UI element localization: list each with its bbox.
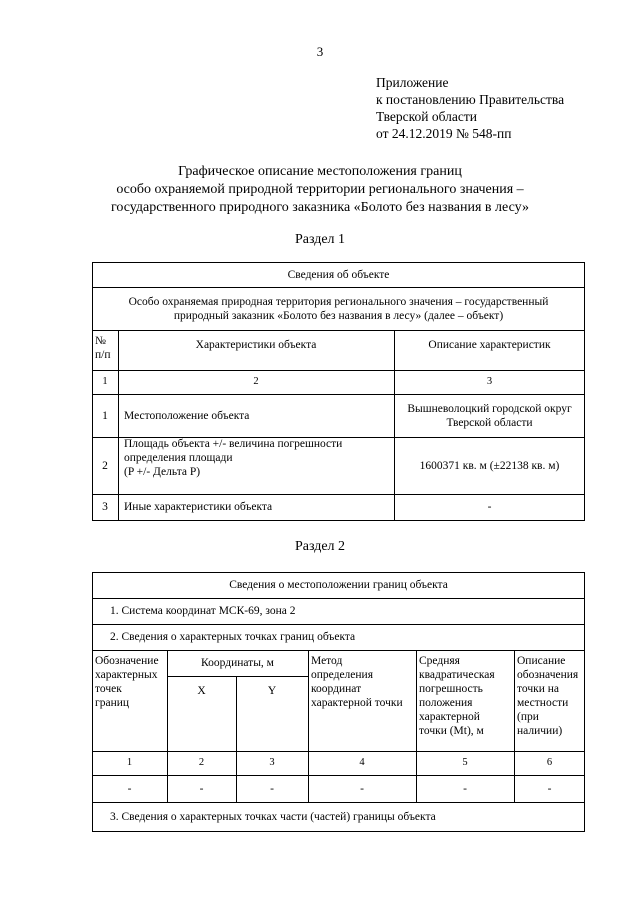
column-header-text: №	[95, 335, 106, 347]
appendix-line: Приложение	[376, 75, 449, 90]
row-number: 3	[102, 501, 108, 513]
row-number: 2	[102, 459, 108, 472]
index-cell: 3	[486, 376, 493, 387]
index-cell: 1	[126, 757, 133, 768]
column-header-text: точки (Mt), м	[419, 725, 484, 737]
title-line: особо охраняемой природной территории регионального значения –	[116, 182, 524, 197]
table-header: Сведения о местоположении границ объекта	[229, 579, 448, 591]
title-line: государственного природного заказника «Болото без названия в лесу»	[111, 200, 529, 215]
table-header: Сведения об объекте	[287, 268, 390, 281]
column-header-y: Y	[267, 685, 277, 697]
column-header-marking	[514, 650, 585, 751]
index-cell: 2	[198, 757, 205, 768]
column-header-text: характерной точки	[311, 697, 403, 709]
coordinate-system-item: 1. Система координат МСК-69, зона 2	[110, 605, 296, 617]
column-header-text: Обозначение	[95, 655, 159, 667]
column-header-text: наличии)	[517, 725, 563, 737]
index-cell: 5	[462, 757, 468, 768]
column-header-text: координат	[311, 683, 362, 695]
column-header-text: точек	[95, 683, 122, 695]
index-cell: 6	[546, 757, 553, 768]
column-header-text: характерной	[419, 711, 480, 723]
column-header-text: п/п	[95, 349, 111, 361]
object-description-line: Особо охраняемая природная территория регионального значения – государственный	[128, 295, 549, 308]
row-description: -	[487, 501, 492, 513]
row-characteristic-line: определения площади	[124, 452, 233, 464]
column-header-description: Описание характеристик	[428, 339, 551, 351]
row-characteristic-line: (P +/- Дельта P)	[124, 466, 201, 478]
appendix-line: от 24.12.2019 № 548-пп	[376, 126, 512, 141]
column-header-text: определения	[311, 669, 374, 681]
title-line: Графическое описание местоположения границ	[178, 164, 462, 179]
column-header-point	[92, 650, 167, 751]
data-cell: -	[199, 782, 204, 795]
row-characteristic: Иные характеристики объекта	[124, 501, 273, 513]
index-cell: 1	[102, 376, 108, 387]
column-header-x: X	[197, 685, 206, 697]
index-cell: 4	[359, 757, 365, 768]
column-header-characteristic: Характеристики объекта	[195, 339, 317, 351]
appendix-line: к постановлению Правительства	[376, 92, 565, 107]
characteristic-points-item: 2. Сведения о характерных точках границ объекта	[110, 631, 356, 643]
column-header-text: точки на	[517, 683, 559, 695]
column-header-method	[308, 650, 416, 751]
column-header-text: обозначения	[517, 669, 579, 681]
column-header-text: квадратическая	[419, 669, 495, 681]
column-header-text: местности	[517, 697, 569, 709]
column-header-text: положения	[419, 697, 473, 709]
column-header-coordinates: Координаты, м	[201, 657, 274, 669]
section1-heading: Раздел 1	[294, 232, 346, 247]
column-header-text: Средняя	[419, 655, 460, 667]
row-characteristic-line: Площадь объекта +/- величина погрешности	[124, 438, 343, 450]
boundary-parts-item: 3. Сведения о характерных точках части (частей) границы объекта	[110, 810, 436, 823]
index-cell: 2	[253, 376, 259, 387]
data-cell: -	[463, 782, 467, 795]
page-number: 3	[316, 44, 324, 59]
appendix-line: Тверской области	[376, 109, 477, 124]
row-description: 1600371 кв. м (±22138 кв. м)	[419, 459, 560, 472]
row-description-line: Тверской области	[446, 416, 533, 429]
index-cell: 3	[269, 757, 275, 768]
column-header-text: Метод	[311, 655, 343, 667]
column-header-text: погрешность	[419, 683, 483, 695]
row-number: 1	[102, 409, 108, 422]
column-header-text: характерных	[95, 669, 158, 681]
row-characteristic: Местоположение объекта	[124, 409, 250, 422]
data-cell: -	[127, 782, 132, 795]
section2-heading: Раздел 2	[294, 539, 346, 554]
column-header-error	[416, 650, 514, 751]
data-cell: -	[547, 782, 552, 795]
data-cell: -	[270, 782, 274, 795]
column-header-text: Описание	[517, 655, 566, 667]
column-header-text: (при	[517, 711, 539, 723]
data-cell: -	[360, 782, 364, 795]
column-header-text: границ	[95, 697, 130, 709]
row-description-line: Вышневолоцкий городской округ	[407, 402, 572, 415]
object-description-line: природный заказник «Болото без названия в лесу» (далее – объект)	[173, 309, 504, 322]
